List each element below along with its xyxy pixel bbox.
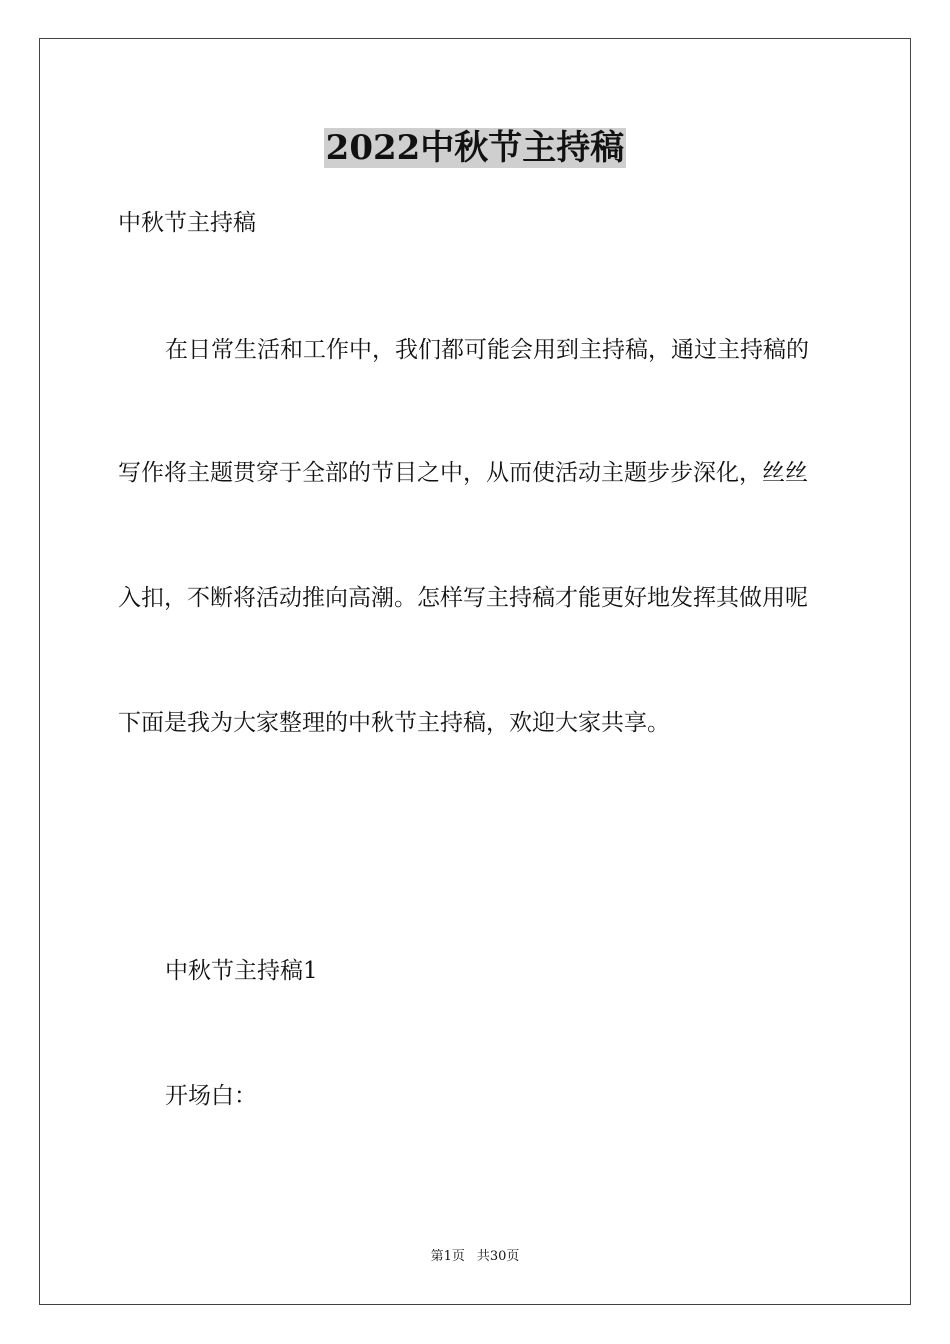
paragraph-line: 入扣，不断将活动推向高潮。怎样写主持稿才能更好地发挥其做用呢: [118, 585, 808, 611]
page-number: 第1页: [430, 1249, 465, 1264]
paragraph-line: 写作将主题贯穿于全部的节目之中，从而使活动主题步步深化，丝丝: [118, 460, 808, 486]
document-title-text: 2022中秋节主持稿: [325, 128, 625, 168]
page-footer: [0, 1249, 950, 1265]
document-title: [0, 128, 950, 168]
opening-label: 开场白：: [165, 1083, 257, 1109]
document-subtitle: 中秋节主持稿: [118, 210, 256, 236]
section-heading: 中秋节主持稿1: [165, 958, 318, 984]
page-total: 共30页: [476, 1249, 520, 1264]
paragraph-line: 下面是我为大家整理的中秋节主持稿，欢迎大家共享。: [118, 710, 670, 736]
paragraph-line: 在日常生活和工作中，我们都可能会用到主持稿，通过主持稿的: [165, 337, 809, 363]
